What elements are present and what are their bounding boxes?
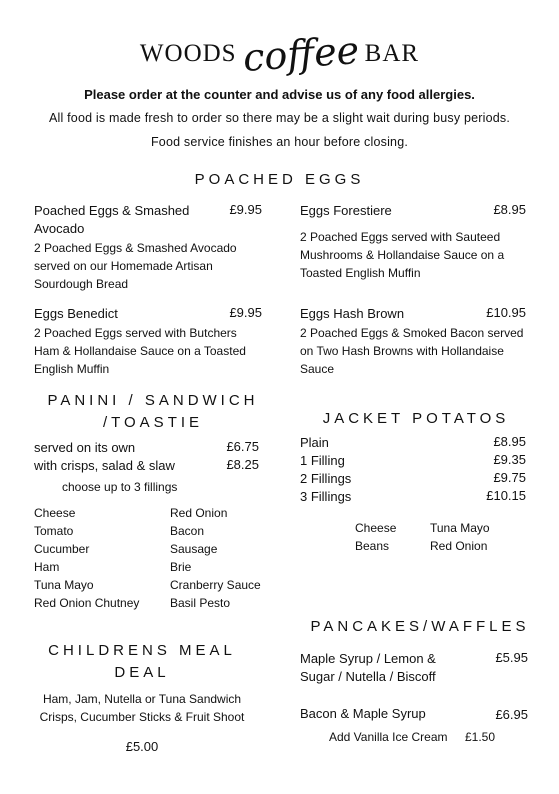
jacket-option-label: 3 Fillings xyxy=(300,489,352,504)
section-title-jacket-potatos: JACKET POTATOS xyxy=(322,410,510,427)
item-desc-poached-avocado: 2 Poached Eggs & Smashed Avocado served on our Homemade Artisan Sourdough Bread xyxy=(34,241,237,291)
jacket-option-label: 2 Fillings xyxy=(300,471,352,486)
item-price-eggs-hash-brown: £10.95 xyxy=(486,305,526,320)
panini-filling: Basil Pesto xyxy=(170,596,231,610)
jacket-filling: Beans xyxy=(355,539,390,553)
panini-filling: Cranberry Sauce xyxy=(170,578,261,592)
jacket-option-price: £9.75 xyxy=(493,470,526,485)
service-notice: Food service finishes an hour before closing. xyxy=(150,135,409,149)
item-desc-eggs-benedict: 2 Poached Eggs served with Butchers Ham & Hollandaise Sauce on a Toasted English Muffin xyxy=(34,326,246,376)
jacket-filling: Tuna Mayo xyxy=(430,521,490,535)
jacket-option-label: 1 Filling xyxy=(300,453,345,468)
item-desc-eggs-forestiere: 2 Poached Eggs served with Sauteed Mushrooms & Hollandaise Sauce on a Toasted English Muffin xyxy=(300,230,505,280)
item-price-poached-avocado: £9.95 xyxy=(229,202,262,217)
pancakes-item2-price: £6.95 xyxy=(495,707,528,722)
jacket-filling: Red Onion xyxy=(430,539,488,553)
panini-option-own-price: £6.75 xyxy=(226,439,259,454)
jacket-filling: Cheese xyxy=(355,521,397,535)
brand-script: coffee xyxy=(241,28,361,80)
panini-filling: Cheese xyxy=(34,506,76,520)
pancakes-item1-price: £5.95 xyxy=(495,650,528,665)
section-title-poached-eggs: POACHED EGGS xyxy=(194,171,365,188)
panini-filling: Brie xyxy=(170,560,192,574)
childrens-price: £5.00 xyxy=(125,739,159,754)
allergy-notice: Please order at the counter and advise us of any food allergies. xyxy=(84,87,475,102)
brand-logo xyxy=(0,28,559,80)
panini-filling: Cucumber xyxy=(34,542,90,556)
childrens-desc-line1: Ham, Jam, Nutella or Tuna Sandwich xyxy=(42,692,242,706)
section-title-childrens-line2: DEAL xyxy=(114,664,170,681)
panini-filling: Ham xyxy=(34,560,60,574)
pancakes-item1-line1: Maple Syrup / Lemon & xyxy=(300,651,436,666)
panini-filling: Tuna Mayo xyxy=(34,578,94,592)
childrens-desc-line2: Crisps, Cucumber Sticks & Fruit Shoot xyxy=(39,710,245,724)
pancakes-addon-label: Add Vanilla Ice Cream xyxy=(329,730,448,744)
panini-fillings-note: choose up to 3 fillings xyxy=(62,480,178,494)
jacket-option-price: £9.35 xyxy=(493,452,526,467)
pancakes-addon-price: £1.50 xyxy=(465,730,496,744)
section-title-childrens-line1: CHILDRENS MEAL xyxy=(48,642,236,659)
item-name-eggs-hash-brown: Eggs Hash Brown xyxy=(300,306,405,321)
brand-right: BAR xyxy=(364,40,420,67)
panini-filling: Bacon xyxy=(170,524,205,538)
jacket-option-price: £8.95 xyxy=(493,434,526,449)
fresh-notice: All food is made fresh to order so there may be a slight wait during busy periods. xyxy=(48,111,511,125)
pancakes-item1-line2: Sugar / Nutella / Biscoff xyxy=(300,669,436,684)
item-name-eggs-benedict: Eggs Benedict xyxy=(34,306,118,321)
panini-option-own-label: served on its own xyxy=(34,440,136,455)
pancakes-item2-name: Bacon & Maple Syrup xyxy=(300,706,426,721)
panini-filling: Red Onion Chutney xyxy=(34,596,140,610)
item-price-eggs-forestiere: £8.95 xyxy=(493,202,526,217)
panini-filling: Sausage xyxy=(170,542,218,556)
item-name-eggs-forestiere: Eggs Forestiere xyxy=(300,203,392,218)
section-title-panini-line1: PANINI / SANDWICH xyxy=(47,392,259,409)
jacket-option-price: £10.15 xyxy=(486,488,526,503)
panini-option-sides-label: with crisps, salad & slaw xyxy=(34,458,175,473)
panini-option-sides-price: £8.25 xyxy=(226,457,259,472)
jacket-option-label: Plain xyxy=(300,435,329,450)
panini-filling: Red Onion xyxy=(170,506,228,520)
brand-left: WOODS xyxy=(139,40,237,67)
section-title-pancakes-waffles: PANCAKES/WAFFLES xyxy=(310,618,530,635)
panini-filling: Tomato xyxy=(34,524,74,538)
item-price-eggs-benedict: £9.95 xyxy=(229,305,262,320)
item-name-poached-avocado: Poached Eggs & Smashed Avocado xyxy=(34,203,190,236)
item-desc-eggs-hash-brown: 2 Poached Eggs & Smoked Bacon served on Two Hash Browns with Hollandaise Sauce xyxy=(300,326,524,376)
section-title-panini-line2: /TOASTIE xyxy=(102,414,204,431)
